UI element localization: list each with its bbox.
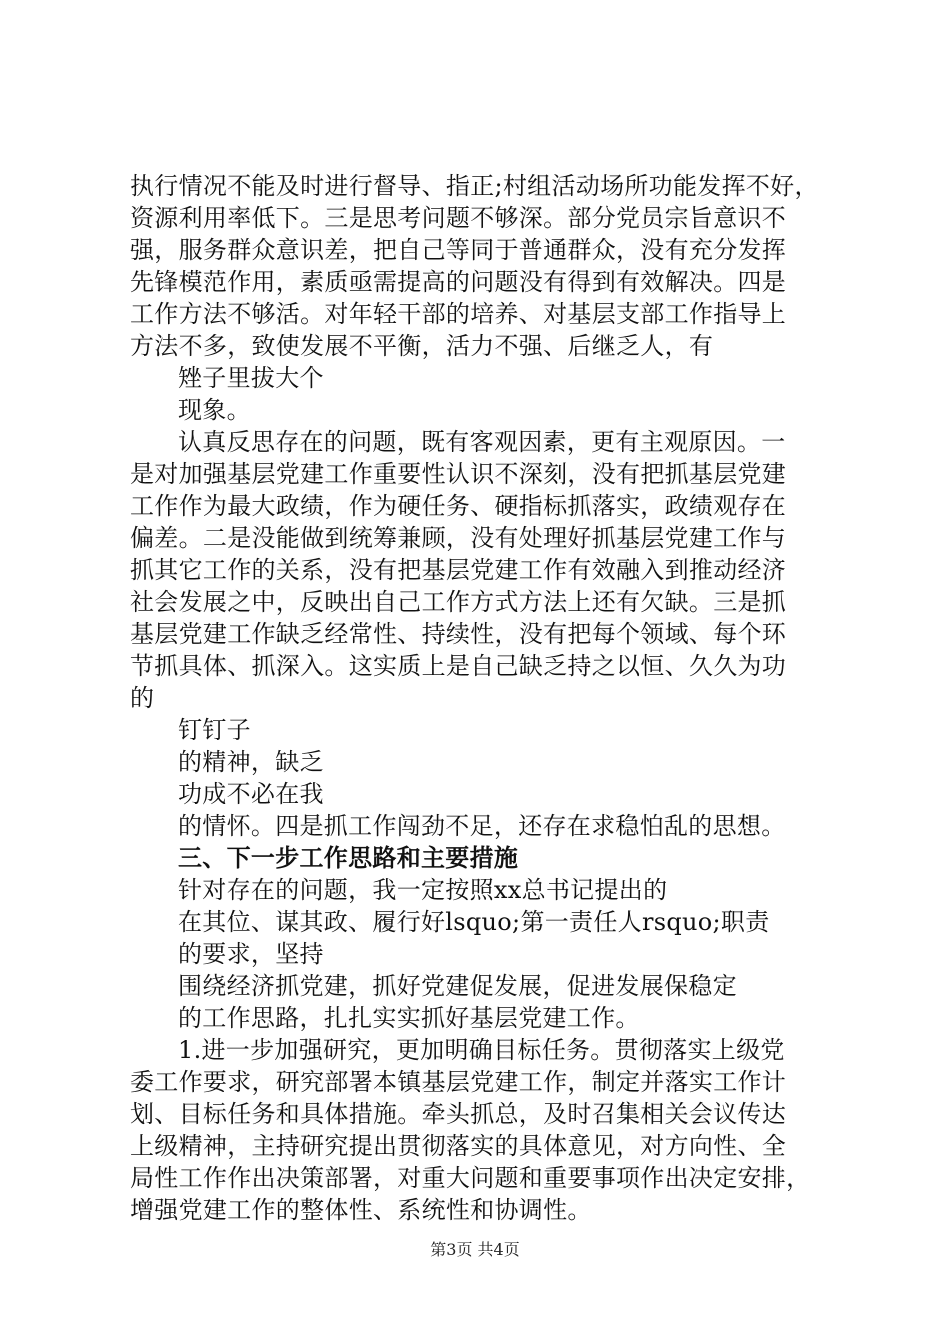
text-line: 增强党建工作的整体性、系统性和协调性。 [130,1196,592,1224]
text-line: 抓其它工作的关系，没有把基层党建工作有效融入到推动经济 [130,556,787,584]
text-line: 的精神，缺乏 [178,748,324,776]
page-number: 第3页 共4页 [430,1240,520,1259]
text-line: 的工作思路，扎扎实实抓好基层党建工作。 [178,1004,640,1032]
text-line: 功成不必在我 [178,780,324,808]
text-line: 节抓具体、抓深入。这实质上是自己缺乏持之以恒、久久为功 [130,652,787,680]
text-line: 1.进一步加强研究，更加明确目标任务。贯彻落实上级党 [178,1036,785,1064]
text-line: 现象。 [178,396,251,424]
text-line: 强，服务群众意识差，把自己等同于普通群众，没有充分发挥 [130,236,787,264]
text-line: 基层党建工作缺乏经常性、持续性，没有把每个领域、每个环 [130,620,787,648]
text-line: 划、目标任务和具体措施。牵头抓总，及时召集相关会议传达 [130,1100,787,1128]
text-line: 认真反思存在的问题，既有客观因素，更有主观原因。一 [178,428,786,456]
document-body [130,170,830,1226]
text-line: 针对存在的问题，我一定按照xx总书记提出的 [178,876,668,904]
text-line: 工作方法不够活。对年轻干部的培养、对基层支部工作指导上 [130,300,787,328]
text-line: 在其位、谋其政、履行好lsquo;第一责任人rsquo;职责 [178,908,770,936]
section-heading: 三、下一步工作思路和主要措施 [178,843,519,872]
text-line: 方法不多，致使发展不平衡，活力不强、后继乏人，有 [130,332,714,360]
text-line: 执行情况不能及时进行督导、指正;村组活动场所功能发挥不好， [130,172,819,200]
text-line: 的要求，坚持 [178,940,324,968]
text-line: 委工作要求，研究部署本镇基层党建工作，制定并落实工作计 [130,1068,787,1096]
text-line: 偏差。二是没能做到统筹兼顾，没有处理好抓基层党建工作与 [130,524,787,552]
text-line: 是对加强基层党建工作重要性认识不深刻，没有把抓基层党建 [130,460,787,488]
text-line: 上级精神，主持研究提出贯彻落实的具体意见，对方向性、全 [130,1132,787,1160]
text-line: 的情怀。四是抓工作闯劲不足，还存在求稳怕乱的思想。 [178,812,786,840]
text-line: 局性工作作出决策部署，对重大问题和重要事项作出决定安排， [130,1164,811,1192]
text-line: 先锋模范作用，素质亟需提高的问题没有得到有效解决。四是 [130,268,787,296]
text-line: 资源利用率低下。三是思考问题不够深。部分党员宗旨意识不 [130,204,787,232]
text-line: 的 [130,684,155,712]
text-line: 钉钉子 [178,716,251,744]
text-line: 围绕经济抓党建，抓好党建促发展，促进发展保稳定 [178,972,737,1000]
text-line: 社会发展之中，反映出自己工作方式方法上还有欠缺。三是抓 [130,588,787,616]
text-line: 工作作为最大政绩，作为硬任务、硬指标抓落实，政绩观存在 [130,492,787,520]
text-line: 矬子里拔大个 [178,364,324,392]
page-footer [0,1240,950,1260]
